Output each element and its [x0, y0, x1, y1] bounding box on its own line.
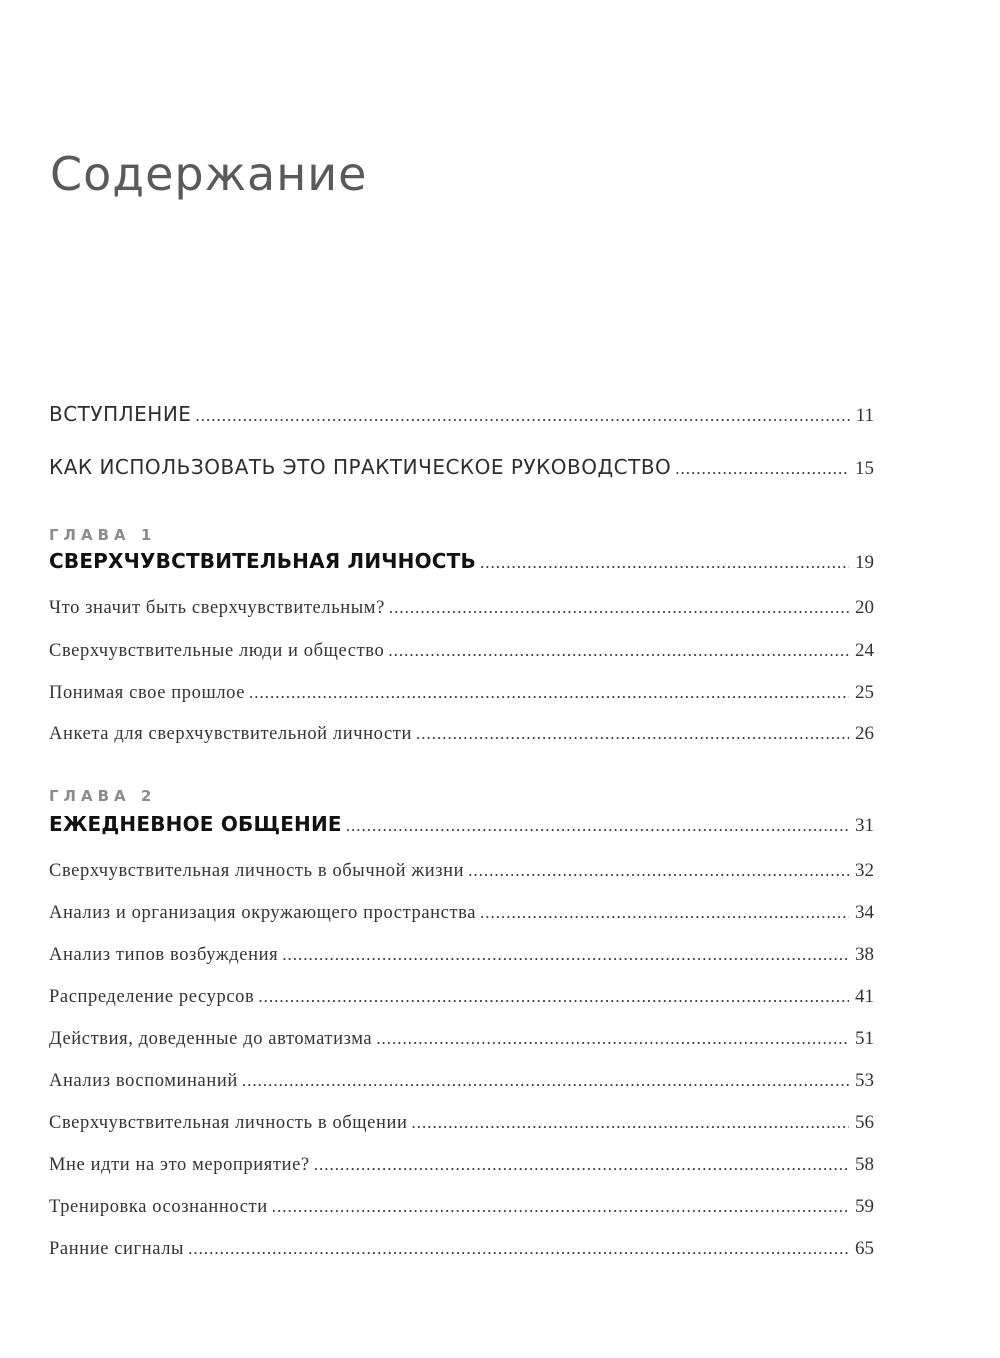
toc-chapter-2[interactable]: [49, 812, 874, 837]
toc-page-number: 25: [855, 682, 874, 703]
dot-leader: [282, 945, 849, 965]
dot-leader: [188, 1239, 849, 1259]
toc-page-number: 58: [855, 1154, 874, 1175]
toc-section[interactable]: [49, 1154, 874, 1176]
dot-leader: [480, 903, 849, 923]
toc-section[interactable]: [49, 597, 874, 619]
section-title: Анализ и организация окружающего пространства: [49, 903, 477, 923]
toc-page-number: 32: [855, 860, 874, 881]
toc-page-number: 19: [855, 552, 874, 573]
toc-page-number: 31: [855, 815, 874, 836]
dot-leader: [388, 641, 849, 661]
toc-page-number: 56: [855, 1112, 874, 1133]
section-title: Что значит быть сверхчувствительным?: [49, 598, 385, 618]
dot-leader: [314, 1155, 849, 1175]
toc-page-number: 20: [855, 597, 874, 618]
dot-leader: [411, 1113, 849, 1133]
chapter-title: ЕЖЕДНЕВНОЕ ОБЩЕНИЕ: [49, 812, 342, 836]
section-title: Анкета для сверхчувствительной личности: [49, 724, 412, 744]
toc-section[interactable]: [49, 1028, 874, 1050]
toc-section[interactable]: [49, 1112, 874, 1134]
page-title: Содержание: [50, 147, 368, 201]
dot-leader: [272, 1197, 849, 1217]
toc-page-number: 51: [855, 1028, 874, 1049]
toc-entry-title: КАК ИСПОЛЬЗОВАТЬ ЭТО ПРАКТИЧЕСКОЕ РУКОВОДСТВО: [49, 455, 672, 479]
dot-leader: [242, 1071, 849, 1091]
toc-section[interactable]: [49, 986, 874, 1008]
section-title: Действия, доведенные до автоматизма: [49, 1029, 373, 1049]
dot-leader: [416, 724, 849, 744]
dot-leader: [675, 459, 849, 479]
toc-section[interactable]: [49, 902, 874, 924]
toc-page-number: 26: [855, 723, 874, 744]
toc-page-number: 34: [855, 902, 874, 923]
dot-leader: [258, 987, 849, 1007]
section-title: Понимая свое прошлое: [49, 683, 246, 703]
toc-chapter-1[interactable]: [49, 549, 874, 574]
section-title: Ранние сигналы: [49, 1239, 185, 1259]
toc-page-number: 65: [855, 1238, 874, 1259]
section-title: Распределение ресурсов: [49, 987, 255, 1007]
section-title: Сверхчувствительные люди и общество: [49, 641, 385, 661]
chapter-2-label: ГЛАВА 2: [49, 787, 157, 805]
toc-section[interactable]: [49, 640, 874, 662]
toc-page-number: 59: [855, 1196, 874, 1217]
section-title: Мне идти на это мероприятие?: [49, 1155, 310, 1175]
toc-page-number: 24: [855, 640, 874, 661]
dot-leader: [249, 683, 849, 703]
toc-section[interactable]: [49, 1196, 874, 1218]
chapter-1-label: ГЛАВА 1: [49, 526, 157, 544]
toc-section[interactable]: [49, 1238, 874, 1260]
toc-section[interactable]: [49, 723, 874, 745]
section-title: Сверхчувствительная личность в обычной жизни: [49, 861, 465, 881]
toc-section[interactable]: [49, 860, 874, 882]
dot-leader: [389, 598, 849, 618]
toc-entry-title: ВСТУПЛЕНИЕ: [49, 402, 192, 426]
toc-page-number: 38: [855, 944, 874, 965]
toc-entry-how-to-use[interactable]: [49, 455, 874, 480]
dot-leader: [376, 1029, 849, 1049]
toc-page-number: 53: [855, 1070, 874, 1091]
toc-section[interactable]: [49, 944, 874, 966]
toc-page-number: 15: [855, 458, 874, 479]
section-title: Анализ воспоминаний: [49, 1071, 238, 1091]
toc-page-number: 11: [855, 405, 874, 426]
toc-section[interactable]: [49, 1070, 874, 1092]
section-title: Анализ типов возбуждения: [49, 945, 279, 965]
dot-leader: [195, 406, 849, 426]
chapter-title: СВЕРХЧУВСТВИТЕЛЬНАЯ ЛИЧНОСТЬ: [49, 549, 476, 573]
dot-leader: [480, 553, 849, 573]
section-title: Сверхчувствительная личность в общении: [49, 1113, 408, 1133]
dot-leader: [346, 816, 849, 836]
toc-section[interactable]: [49, 682, 874, 704]
dot-leader: [468, 861, 849, 881]
toc-page-number: 41: [855, 986, 874, 1007]
section-title: Тренировка осознанности: [49, 1197, 268, 1217]
toc-entry-introduction[interactable]: [49, 402, 874, 427]
